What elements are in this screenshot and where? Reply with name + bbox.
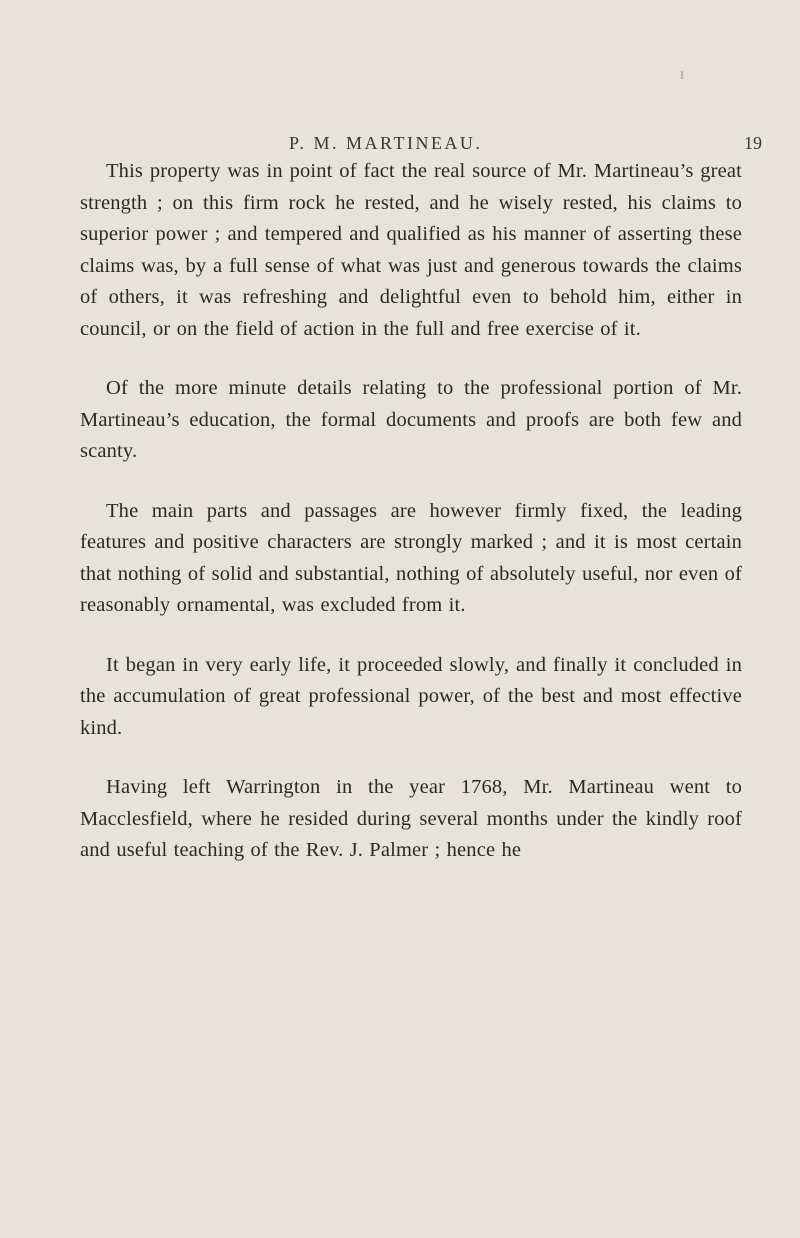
paragraph-3: The main parts and passages are however firmly fixed, the leading features and positive characters are strongly marked ; and it is most certain that nothing of solid and substantial, nothing of absolutely useful, nor even of reasonably ornamental, was excluded from it. [80, 499, 742, 616]
paragraph-4: It began in very early life, it proceeded slowly, and finally it concluded in the accumulation of great professional power, of the best and most effective kind. [80, 653, 742, 739]
running-head: P. M. MARTINEAU. [289, 133, 483, 153]
paragraph-1: This property was in point of fact the real source of Mr. Martineau’s great strength ; on this firm rock he rested, and he wisely rested, his claims to superior power ; and tempered and qualified as his manner of asserting these claims was, by a full sense of what was just and generous towards the claims of others, it was refreshing and delightful even to behold him, either in council, or on the field of action in the full and free exercise of it. [80, 160, 742, 340]
paragraph-2: Of the more minute details relating to the professional portion of Mr. Martineau’s education, the formal documents and proofs are both few and scanty. [80, 377, 742, 462]
paragraph-5: Having left Warrington in the year 1768, Mr. Martineau went to Macclesfield, where he resided during several months under the kindly roof and useful teaching of the Rev. J. Palmer ; hence he [80, 776, 742, 861]
corner-mark: I [680, 68, 684, 82]
body-text [80, 156, 742, 867]
page-number: 19 [744, 133, 762, 153]
